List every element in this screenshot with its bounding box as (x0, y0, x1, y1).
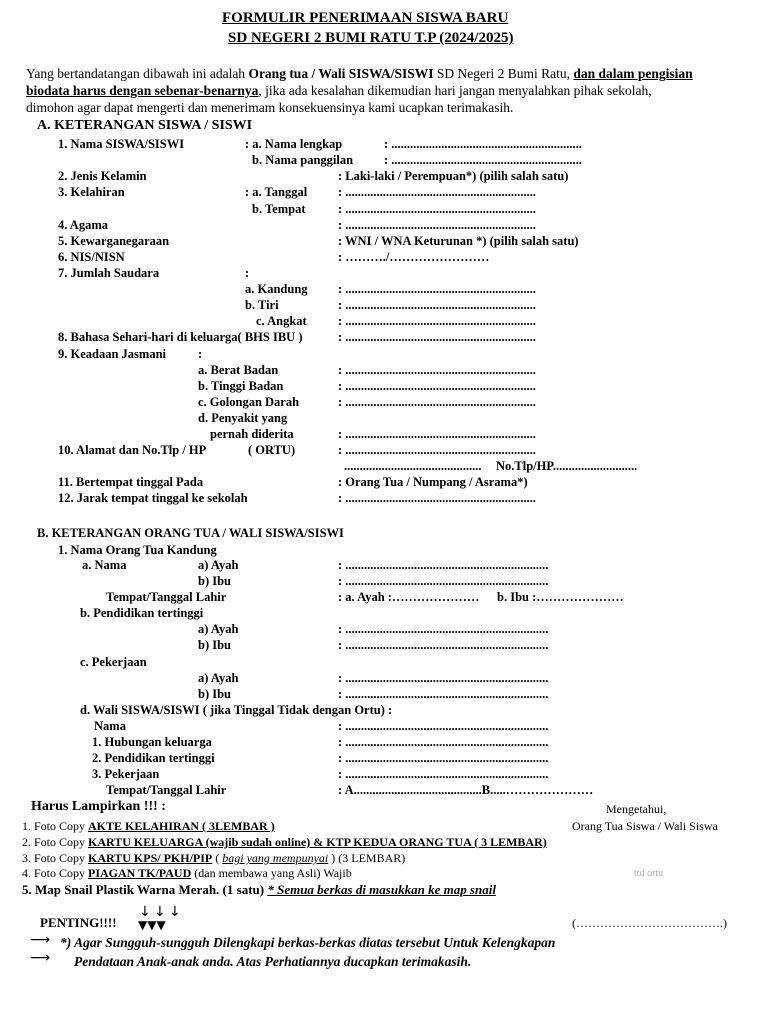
field-no-tlp[interactable]: No.Tlp/HP........................... (496, 459, 638, 473)
label-hubungan: 1. Hubungan keluarga (92, 735, 212, 749)
label-bahasa: 8. Bahasa Sehari-hari di keluarga( BHS IBU ) (58, 330, 303, 344)
field-wali-ttl[interactable]: : A.........................................B.....………………… (338, 783, 594, 797)
field-jenis-kelamin[interactable]: : Laki-laki / Perempuan*) (pilih salah satu) (338, 169, 569, 183)
signature-role: Orang Tua Siswa / Wali Siswa (572, 819, 718, 833)
label-wali-ttl: Tempat/Tanggal Lahir (106, 783, 227, 797)
lampiran-item-1: 1. Foto Copy AKTE KELAHIRAN ( 3LEMBAR ) (22, 819, 275, 833)
field-jarak[interactable]: : ............................................................. (338, 491, 536, 505)
mengetahui-label: Mengetahui, (606, 802, 667, 816)
down-triangle-icon: ▼▼▼ (138, 918, 166, 932)
field-wali-pendidikan[interactable]: : ................................................................. (338, 751, 549, 765)
field-tinggi-badan[interactable]: : ............................................................. (338, 379, 536, 393)
label-pekerjaan: c. Pekerjaan (80, 655, 147, 669)
label-ayah: a) Ayah (198, 622, 239, 636)
lampiran-item-2: 2. Foto Copy KARTU KELUARGA (wajib sudah online) & KTP KEDUA ORANG TUA ( 3 LEMBAR) (22, 835, 547, 849)
field-nama-lengkap[interactable]: : ............................................................. (384, 137, 582, 151)
field-berat-badan[interactable]: : ............................................................. (338, 363, 536, 377)
label-ayah: a) Ayah (198, 671, 239, 685)
label-alamat: 10. Alamat dan No.Tlp / HP (58, 443, 207, 457)
lampiran-heading: Harus Lampirkan !!! : (31, 799, 166, 814)
label-wali-nama: Nama (94, 719, 126, 733)
field-nis-nisn[interactable]: : ………./…………………… (338, 250, 490, 264)
label-kandung: a. Kandung (245, 282, 308, 296)
important-note-line-1: *) Agar Sungguh-sungguh Dilengkapi berkas-berkas diatas tersebut Untuk Kelengkapan (60, 935, 556, 950)
label-nama-lengkap: : a. Nama lengkap (245, 137, 343, 151)
field-agama[interactable]: : ............................................................. (338, 218, 536, 232)
lampiran-item-3: 3. Foto Copy KARTU KPS/ PKH/PIP ( bagi yang mempunyai ) (3 LEMBAR) (22, 851, 406, 865)
intro-line-3: dimohon agar dapat mengerti dan menerimam konsekuensinya kami ucapkan terimakasih. (26, 100, 514, 115)
label-golongan-darah: c. Golongan Darah (198, 395, 300, 409)
down-arrow-icon: ↓ (154, 904, 166, 920)
label-wali: d. Wali SISWA/SISWI ( jika Tinggal Tidak dengan Ortu) : (80, 703, 393, 717)
signature-placeholder: ttd ortu (634, 868, 664, 879)
label-pernah-diderita: pernah diderita (210, 427, 294, 441)
label-ibu: b) Ibu (198, 638, 232, 652)
label-ortu: ( ORTU) (248, 443, 296, 457)
field-alamat[interactable]: : ............................................................. (338, 443, 536, 457)
field-golongan-darah[interactable]: : ............................................................. (338, 395, 536, 409)
label-nama-siswa: 1. Nama SISWA/SISWI (58, 137, 185, 151)
field-bertempat-tinggal[interactable]: : Orang Tua / Numpang / Asrama*) (338, 475, 528, 489)
section-a-heading: A. KETERANGAN SISWA / SISWI (37, 118, 253, 133)
down-arrow-icon: ↓ (169, 904, 181, 920)
label-ayah: a) Ayah (198, 558, 239, 572)
field-kewarganegaraan[interactable]: : WNI / WNA Keturunan *) (pilih salah satu) (338, 234, 579, 248)
label-keadaan-jasmani: 9. Keadaan Jasmani (58, 347, 167, 361)
field-ttl-ayah[interactable]: : a. Ayah :………………… (338, 590, 480, 604)
label-berat-badan: a. Berat Badan (198, 363, 279, 377)
field-penyakit[interactable]: : ............................................................. (338, 427, 536, 441)
field-nama-ibu[interactable]: : ................................................................. (338, 574, 549, 588)
colon: : (245, 266, 250, 280)
important-note-line-2: Pendataan Anak-anak anda. Atas Perhatiannya ducapkan terimakasih. (74, 954, 472, 969)
lampiran-item-4: 4. Foto Copy PIAGAN TK/PAUD (dan membawa yang Asli) Wajib (22, 866, 352, 880)
intro-line-1: Yang bertandatangan dibawah ini adalah Orang tua / Wali SISWA/SISWI SD Negeri 2 Bumi Ratu, dan dalam pengisian (26, 66, 693, 81)
label-tanggal: : a. Tanggal (245, 185, 308, 199)
field-wali-pekerjaan[interactable]: : ................................................................. (338, 767, 549, 781)
penting-label: PENTING!!!! (40, 915, 117, 930)
field-wali-nama[interactable]: : ................................................................. (338, 719, 549, 733)
label-kewarganegaraan: 5. Kewarganegaraan (58, 234, 170, 248)
right-arrow-icon: ⟶ (30, 932, 51, 948)
field-kandung[interactable]: : ............................................................. (338, 282, 536, 296)
label-wali-pendidikan: 2. Pendidikan tertinggi (92, 751, 215, 765)
signature-name-line[interactable]: (……………………………….) (572, 916, 727, 930)
label-nis-nisn: 6. NIS/NISN (58, 250, 125, 264)
label-jenis-kelamin: 2. Jenis Kelamin (58, 169, 147, 183)
field-nama-ayah[interactable]: : ................................................................. (338, 558, 549, 572)
field-nama-panggilan[interactable]: : ............................................................. (384, 153, 582, 167)
label-wali-pekerjaan: 3. Pekerjaan (92, 767, 160, 781)
field-pendidikan-ibu[interactable]: : ................................................................. (338, 638, 549, 652)
label-jarak: 12. Jarak tempat tinggal ke sekolah (58, 491, 248, 505)
label-bertempat-tinggal: 11. Bertempat tinggal Pada (58, 475, 204, 489)
label-tinggi-badan: b. Tinggi Badan (198, 379, 284, 393)
label-kelahiran: 3. Kelahiran (58, 185, 125, 199)
section-b-heading: B. KETERANGAN ORANG TUA / WALI SISWA/SISWI (37, 526, 344, 540)
field-pekerjaan-ayah[interactable]: : ................................................................. (338, 671, 549, 685)
label-tiri: b. Tiri (245, 298, 279, 312)
label-nama: a. Nama (82, 558, 127, 572)
field-ttl-ibu[interactable]: b. Ibu :………………… (497, 590, 624, 604)
field-pendidikan-ayah[interactable]: : ................................................................. (338, 622, 549, 636)
colon: : (198, 347, 203, 361)
label-jumlah-saudara: 7. Jumlah Saudara (58, 266, 160, 280)
label-agama: 4. Agama (58, 218, 108, 232)
field-tempat-lahir[interactable]: : ............................................................. (338, 202, 536, 216)
field-tanggal-lahir[interactable]: : ............................................................. (338, 185, 536, 199)
label-tempat: b. Tempat (252, 202, 306, 216)
field-bahasa[interactable]: : ............................................................. (338, 330, 536, 344)
down-arrow-icon: ↓ (139, 904, 151, 920)
label-angkat: c. Angkat (256, 314, 307, 328)
label-penyakit: d. Penyakit yang (198, 411, 288, 425)
school-title: SD NEGERI 2 BUMI RATU T.P (2024/2025) (228, 30, 514, 46)
label-nama-panggilan: b. Nama panggilan (252, 153, 354, 167)
label-ibu: b) Ibu (198, 574, 232, 588)
field-alamat-2[interactable]: ............................................ (344, 459, 482, 473)
field-tiri[interactable]: : ............................................................. (338, 298, 536, 312)
form-title: FORMULIR PENERIMAAN SISWA BARU (222, 10, 509, 26)
field-angkat[interactable]: : ............................................................. (338, 314, 536, 328)
label-nama-ortu-kandung: 1. Nama Orang Tua Kandung (58, 543, 217, 557)
field-hubungan[interactable]: : ................................................................. (338, 735, 549, 749)
lampiran-item-5: 5. Map Snail Plastik Warna Merah. (1 satu) * Semua berkas di masukkan ke map snail (22, 882, 496, 897)
field-pekerjaan-ibu[interactable]: : ................................................................. (338, 687, 549, 701)
intro-line-2: biodata harus dengan sebenar-benarnya, jika ada kesalahan dikemudian hari jangan menyalahkan pihak sekolah, (26, 83, 652, 98)
label-ibu: b) Ibu (198, 687, 232, 701)
label-pendidikan: b. Pendidikan tertinggi (80, 606, 204, 620)
right-arrow-icon: ⟶ (30, 950, 51, 966)
label-ttl: Tempat/Tanggal Lahir (106, 590, 227, 604)
